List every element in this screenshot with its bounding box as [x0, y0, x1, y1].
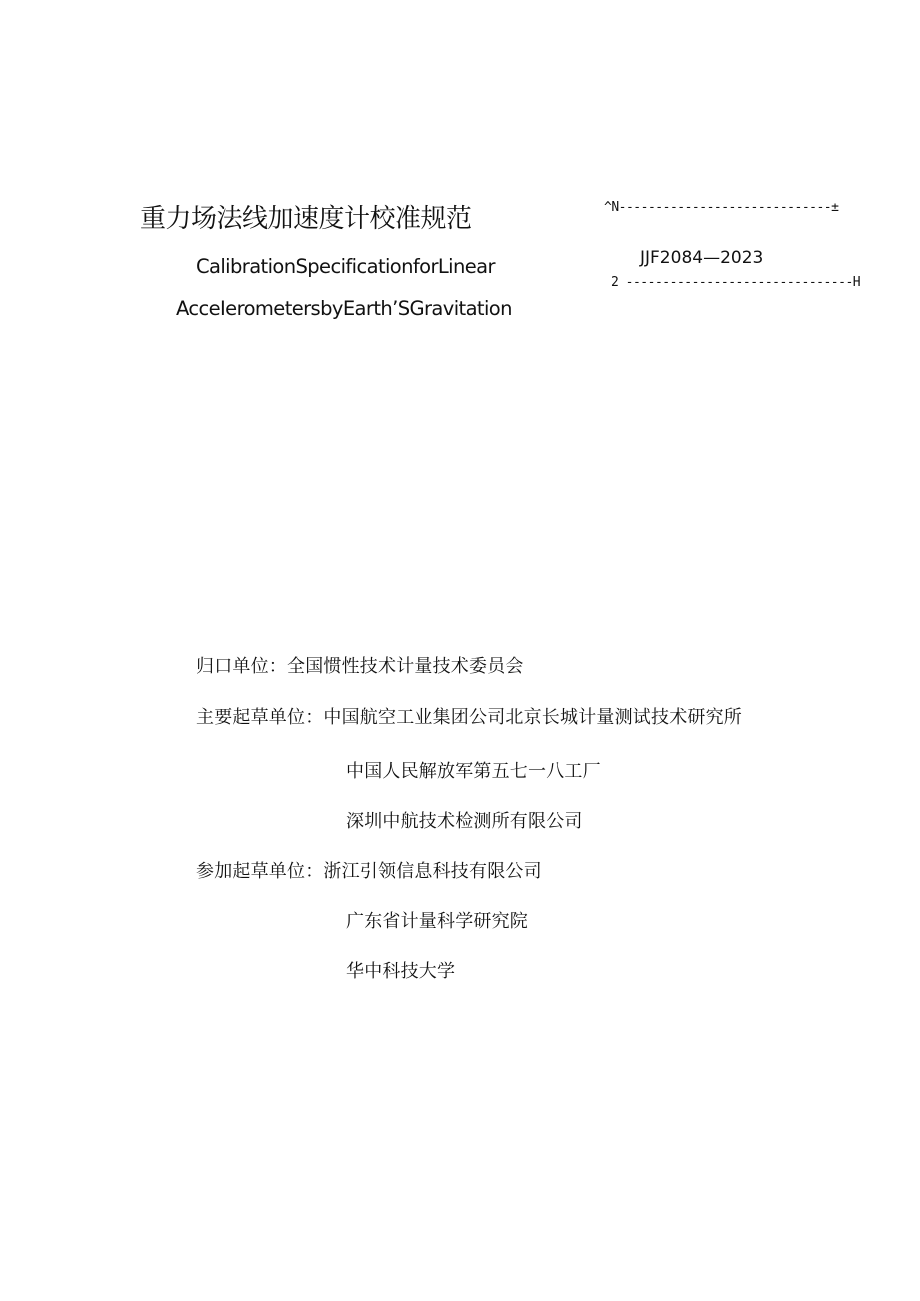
document-title-english-line-2: AcceIerometersbyEarth’SGravitation	[176, 297, 512, 320]
main-drafting-units-label: 主要起草单位：	[196, 707, 324, 728]
participating-drafting-unit-2: 广东省计量科学研究院	[346, 911, 528, 932]
participating-drafting-units-row	[196, 857, 542, 883]
participating-drafting-unit-1: 浙江引领信息科技有限公司	[323, 861, 542, 882]
responsible-unit-value: 全国惯性技术计量技术委员会	[287, 656, 524, 677]
responsible-unit-row	[196, 652, 524, 678]
document-title-chinese: 重力场法线加速度计校准规范	[140, 204, 472, 234]
standard-box-bottom-border: 2 -------------------------------H	[611, 275, 861, 290]
document-title-english-line-1: CalibrationSpecificationforLinear	[196, 255, 495, 278]
participating-drafting-units-label: 参加起草单位：	[196, 861, 324, 882]
main-drafting-units-row	[196, 703, 742, 729]
main-drafting-unit-1: 中国航空工业集团公司北京长城计量测试技术研究所	[323, 707, 743, 728]
standard-box-top-border: ^N-----------------------------±	[604, 200, 839, 215]
main-drafting-unit-2: 中国人民解放军第五七一八工厂	[346, 761, 601, 782]
participating-drafting-unit-3: 华中科技大学	[346, 961, 456, 982]
main-drafting-unit-3: 深圳中航技术检测所有限公司	[346, 811, 583, 832]
responsible-unit-label: 归口单位：	[196, 656, 287, 677]
standard-number: JJF2084—2023	[640, 248, 764, 268]
